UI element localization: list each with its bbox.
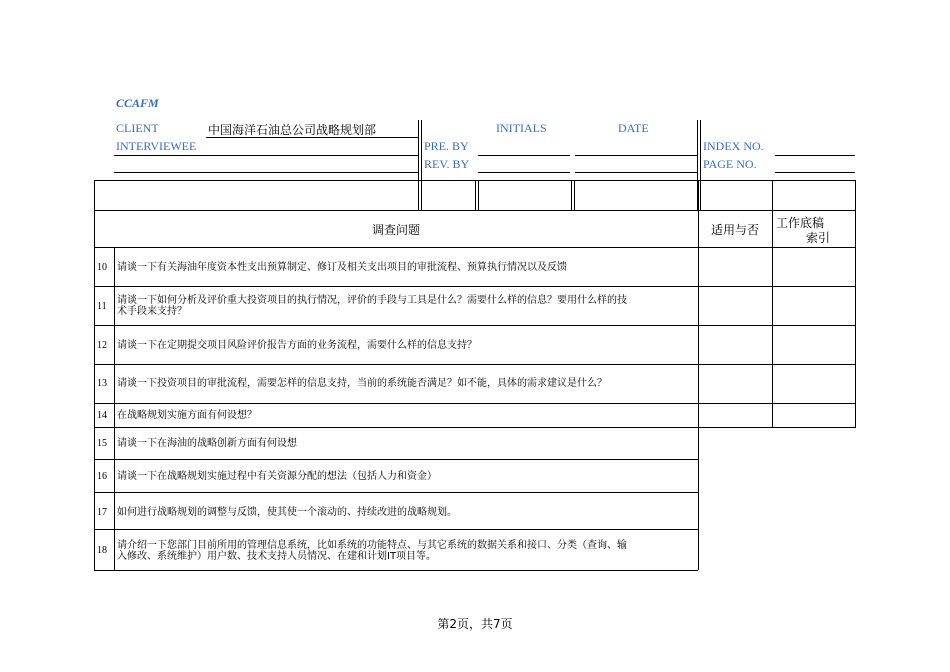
applicable-col-right-border — [772, 180, 773, 427]
question-text-line1: 请谈一下如何分析及评价重大投资项目的执行情况，评价的手段与工具是什么？需要什么样的信息？要用什么样的技 — [117, 295, 627, 306]
page-no-label: PAGE NO. — [703, 157, 757, 171]
separator — [421, 120, 422, 210]
row-border — [94, 403, 856, 404]
row-number: 12 — [97, 340, 107, 351]
row-number: 16 — [97, 471, 107, 482]
interviewee-label: INTERVIEWEE — [116, 139, 197, 153]
question-text: 请谈一下有关海油年度资本性支出预算制定、修订及相关支出项目的审批流程、预算执行情况以及反馈 — [117, 262, 567, 273]
question-text: 请谈一下在定期提交项目风险评价报告方面的业务流程，需要什么样的信息支持？ — [117, 340, 477, 351]
separator — [700, 120, 701, 210]
header-rule — [114, 172, 418, 173]
rev-by-label: REV. BY — [424, 157, 470, 171]
table-band-border — [94, 210, 856, 211]
date-label: DATE — [618, 121, 649, 135]
question-text-line2: 术手段来支持？ — [117, 306, 187, 317]
client-underline — [206, 137, 418, 138]
separator — [418, 120, 419, 210]
index-no-line — [775, 155, 855, 156]
band-divider — [478, 180, 479, 210]
row-border — [94, 570, 698, 571]
row-number: 10 — [97, 262, 107, 273]
pre-by-label: PRE. BY — [424, 139, 469, 153]
band-divider — [574, 180, 575, 210]
question-text: 如何进行战略规划的调整与反馈，使其使一个滚动的、持续改进的战略规划。 — [117, 507, 457, 518]
row-number: 15 — [97, 438, 107, 449]
row-number: 17 — [97, 507, 107, 518]
band-divider — [571, 180, 572, 210]
client-value: 中国海洋石油总公司战略规划部 — [208, 123, 377, 137]
table-left-border — [94, 180, 95, 570]
question-text: 请谈一下在海油的战略创新方面有何设想 — [117, 438, 297, 449]
rev-by-initials-line — [478, 172, 570, 173]
row-number: 18 — [97, 545, 107, 556]
question-text: 请谈一下投资项目的审批流程，需要怎样的信息支持，当前的系统能否满足？如不能，具体的需求建议是什么？ — [117, 378, 607, 389]
row-number: 13 — [97, 378, 107, 389]
index-no-label: INDEX NO. — [703, 139, 764, 153]
question-text: 在战略规划实施方面有何设想？ — [117, 410, 257, 421]
question-text: 请谈一下在战略规划实施过程中有关资源分配的想法（包括人力和资金） — [117, 471, 437, 482]
interviewee-underline — [114, 155, 418, 156]
row-border — [94, 529, 698, 530]
workpaper-column-header-line1: 工作底稿 — [776, 216, 825, 230]
row-number: 14 — [97, 410, 107, 421]
question-column-header: 调查问题 — [371, 223, 420, 237]
initials-label: INITIALS — [496, 121, 547, 135]
table-right-border — [855, 180, 856, 427]
applicable-column-header: 适用与否 — [710, 223, 759, 237]
firm-logo-text: CCAFM — [116, 96, 159, 110]
question-text-line2: 入修改、系统维护）用户数、技术支持人员情况、在建和计划IT项目等。 — [117, 551, 437, 562]
table-header-bottom — [94, 247, 856, 248]
row-border — [94, 286, 856, 287]
pre-by-date-line — [575, 155, 697, 156]
client-label: CLIENT — [116, 121, 159, 135]
row-border — [94, 325, 856, 326]
number-col-border — [114, 247, 115, 570]
page-footer: 第2页，共7页 — [437, 617, 513, 631]
row-border — [94, 492, 698, 493]
band-divider — [475, 180, 476, 210]
workpaper-column-header-line2: 索引 — [806, 231, 831, 245]
question-col-right-border — [698, 180, 699, 570]
question-text-line1: 请介绍一下您部门目前所用的管理信息系统，比如系统的功能特点、与其它系统的数据关系和接口、分类（查询、输 — [117, 540, 627, 551]
page-no-line — [775, 172, 855, 173]
row-border — [94, 459, 698, 460]
row-number: 11 — [97, 301, 107, 312]
row-border — [94, 364, 856, 365]
row-border — [94, 427, 856, 428]
rev-by-date-line — [575, 172, 697, 173]
pre-by-initials-line — [478, 155, 570, 156]
